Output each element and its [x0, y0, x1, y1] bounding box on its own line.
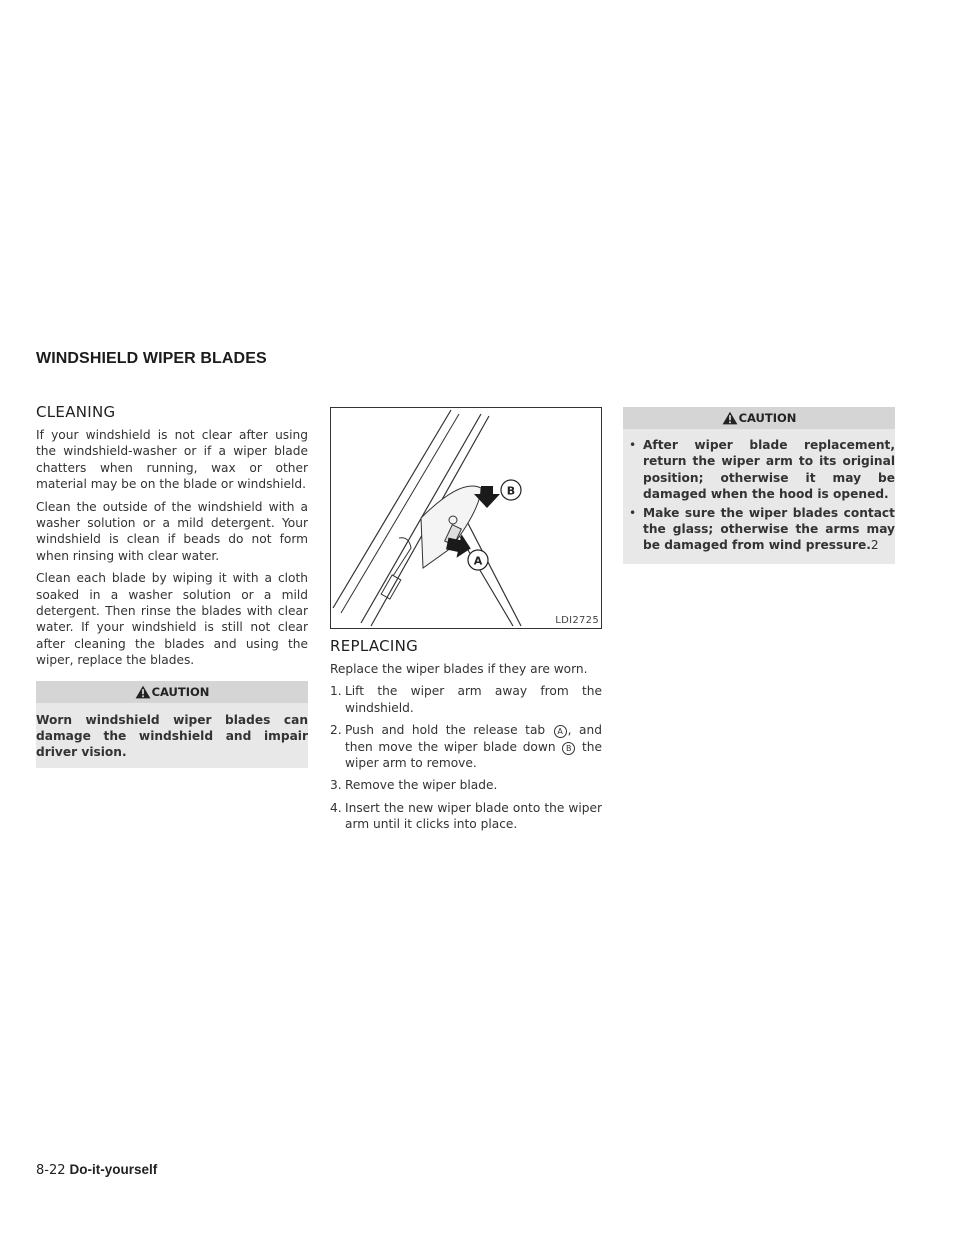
warning-icon — [722, 411, 738, 425]
cleaning-paragraph: If your windshield is not clear after using the windshield-washer or if a wiper blade chatters when running, wax or other material may be on the blade or windshield. — [36, 428, 308, 492]
replacing-intro: Replace the wiper blades if they are worn. — [330, 662, 588, 676]
page-number: 8-22 — [36, 1163, 66, 1178]
trailing-mark: 2 — [870, 538, 879, 553]
chapter-title: Do-it-yourself — [69, 1162, 158, 1177]
step-text-post: the wiper arm to remove. — [345, 739, 602, 771]
figure-label: LDI2725 — [555, 615, 599, 626]
tab-b-marker: B — [562, 742, 575, 755]
step-number: 3. — [330, 778, 342, 793]
caution-label: CAUTION — [738, 411, 797, 425]
section-title: WINDSHIELD WIPER BLADES — [36, 350, 267, 367]
caution-box — [623, 407, 895, 564]
page-footer — [36, 1162, 157, 1178]
warning-icon — [135, 685, 151, 699]
step-text: Lift the wiper arm away from the windshield. — [345, 684, 602, 715]
step-text: Insert the new wiper blade onto the wiper arm until it clicks into place. — [345, 800, 602, 832]
callout-b: B — [506, 484, 516, 498]
caution-label: CAUTION — [151, 684, 210, 699]
step-item — [330, 777, 602, 793]
step-item — [330, 722, 602, 771]
step-number: 4. — [330, 800, 342, 815]
cleaning-column — [36, 403, 308, 768]
replacing-column — [330, 407, 602, 839]
caution-text: Worn windshield wiper blades can damage the windshield and impair driver vision. — [36, 712, 308, 760]
step-number: 1. — [330, 684, 342, 699]
step-text-mid: , and then move the wiper blade down — [345, 723, 602, 754]
caution-column — [623, 407, 895, 564]
bullet-text: After wiper blade replacement, return the wiper arm to its original position; otherwise it may be damaged when the hood is opened. — [643, 438, 895, 502]
wiper-arm-drawing — [331, 408, 601, 628]
wiper-illustration — [330, 407, 602, 629]
step-number: 2. — [330, 723, 342, 738]
replacing-heading: REPLACING — [330, 637, 419, 655]
step-text — [345, 722, 602, 771]
caution-header — [36, 681, 308, 703]
cleaning-paragraph: Clean the outside of the windshield with a washer solution or a mild detergent. Your windshield is clean if beads do not form when rinsing with clear water. — [36, 499, 308, 563]
step-item — [330, 683, 602, 716]
caution-bullet — [629, 505, 895, 554]
bullet-mark: • — [629, 505, 637, 520]
cleaning-heading: CLEANING — [36, 403, 116, 421]
caution-list — [623, 429, 895, 564]
step-text-pre: Push and hold the release tab — [345, 723, 546, 738]
callout-a: A — [473, 554, 483, 568]
step-item — [330, 800, 602, 833]
caution-box — [36, 681, 308, 769]
step-text: Remove the wiper blade. — [345, 778, 498, 793]
cleaning-paragraph: Clean each blade by wiping it with a cloth soaked in a washer solution or a mild detergent. Then rinse the blades with clear water. If your windshield is still not clear after cleaning the blades and using the wiper, replace the blades. — [36, 571, 308, 668]
caution-bullet — [629, 437, 895, 503]
tab-a-marker: A — [554, 725, 567, 738]
bullet-text — [643, 505, 895, 554]
bullet-mark: • — [629, 438, 637, 452]
bullet-text-main: Make sure the wiper blades contact the glass; otherwise the arms may be damaged from wind pressure. — [643, 505, 895, 553]
caution-header — [623, 407, 895, 429]
